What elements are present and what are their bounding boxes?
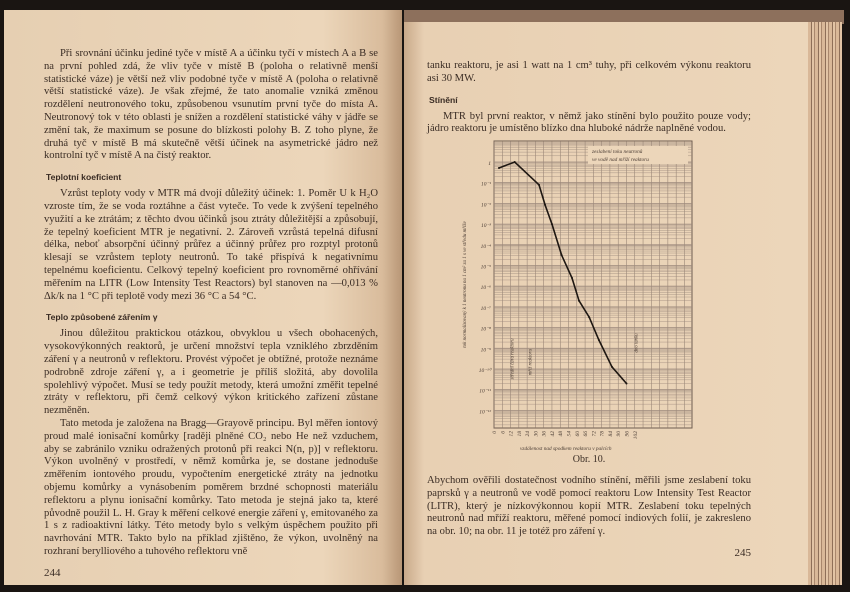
chart-title-line: ve vodě nad mříží reaktoru <box>592 157 649 164</box>
y-tick-label: 10⁻¹⁰ <box>478 368 491 375</box>
data-point <box>561 254 563 256</box>
neutron-flux-chart <box>460 136 710 454</box>
paragraph: Tato metoda je založena na Bragg—Grayově principu. Byl měřen iontový proud malé ionisační komůrky [raději plněné CO₂ nebo He než vzduchem, aby se zabránilo vzniku odražených protonů při reakci N(n, p)] v reflektoru. Výkon uvolněný v prostředí, v němž komůrka je, se dostane jednoduše změřením iontového proudu, vypočtením energetické ztráty na jednotku objemu komůrky a vynásobením poměrem brzdné schopnosti materiálu reflektoru a plynu ionisační komůrky. Tato metoda je stejná jako ta, které původně použil L. H. Gray k měření celkové energie záření γ, emitovaného za 1 s z radioaktivní látky. Této metody bylo s velkým úspěchem použito při navrhování MTR. Takto bylo na příklad zjištěno, že výkon, uvolněný na rozhraní berylliového a tuhového reflektoru vně <box>44 417 378 557</box>
paragraph: Při srovnání účinku jediné tyče v místě A a účinku tyčí v místech A a B se na první pohled zdá, že vliv tyče v místě B (poloha o relativně menší statistické váze) je větší než vliv podobné tyče v místě A (poloha o relativně větší statistické váze). Je však zřejmé, že tato anomalie vzniká změnou rozdělení neutronového toku, způsobenou vsunutím první tyče do místa A. Neutronový tok v této oblasti je snížen a rozdělení statistické váhy v jádře se změní tak, že maximum se posune do blízkosti polohy B. Z toho plyne, že druhá tyč v místě B má skutečně větší účinek na asymetrické jádro než kontrolní tyč v místě A na čistý reaktor. <box>44 48 378 162</box>
y-axis-label: tok normalizovaný k 1 neutronu na 1 cm² za 1 s ve středu mříže <box>463 221 468 348</box>
data-point <box>544 204 546 206</box>
y-tick-label: 10⁻⁷ <box>480 306 491 313</box>
x-tick-label: 30 <box>533 431 540 437</box>
y-tick-label: 10⁻⁵ <box>480 264 491 271</box>
page-number: 245 <box>734 546 751 559</box>
data-point <box>625 383 627 385</box>
left-page-text <box>44 48 378 579</box>
x-axis-label: vzdálenost nad spodkem reaktoru v palcích <box>520 446 612 453</box>
data-point <box>551 223 553 225</box>
data-point <box>498 167 500 169</box>
y-tick-label: 10⁻¹ <box>480 181 491 188</box>
y-tick-label: 10⁻¹¹ <box>479 388 491 395</box>
x-tick-label: 42 <box>549 431 556 437</box>
x-tick-label: 48 <box>558 431 565 437</box>
x-tick-label: 72 <box>591 431 598 437</box>
x-tick-label: 66 <box>583 431 590 437</box>
x-tick-label: 54 <box>566 431 573 437</box>
x-tick-label: 36 <box>541 431 548 437</box>
paragraph: tanku reaktoru, je asi 1 watt na 1 cm³ tuhy, při celkovém výkonu reaktoru asi 30 MW. <box>427 60 751 84</box>
x-tick-label: 84 <box>607 431 614 437</box>
annotation: dno tanku <box>634 333 640 353</box>
y-tick-label: 10⁻⁸ <box>480 326 491 333</box>
x-tick-label: 90 <box>616 431 623 437</box>
y-tick-label: 10⁻⁴ <box>480 243 491 250</box>
page-number: 244 <box>44 566 61 579</box>
data-point <box>578 300 580 302</box>
x-tick-label: 96 <box>624 431 631 437</box>
data-point <box>514 161 516 163</box>
data-point <box>611 366 613 368</box>
paragraph: Jinou důležitou praktickou otázkou, obvyklou u všech obohacených, vysokovýkonných reaktorů, je určení množství tepla vzniklého zbrzděním záření γ a neutronů v reflektoru. Provést výpočet je obtížné, protože neznáme podrobně zdroje záření γ, a i geometrie je příliš složitá, aby dovolila spolehlivý výpočet. Musí se tedy použít metody, která umožní změřit tepelné ztráty v reflektoru, při čemž celkový výkon kritického zařízení zůstane nezměněn. <box>44 328 378 417</box>
chart-title-line: zeslabení toku neutronů <box>592 149 643 156</box>
data-point <box>571 277 573 279</box>
x-tick-label: 12 <box>508 431 515 437</box>
paragraph: MTR byl první reaktor, v němž jako stínění bylo použito pouze vody; jádro reaktoru je umístěno blízko dna hluboké nádrže naplněné vodou. <box>427 110 751 135</box>
x-tick-label: 18 <box>516 431 523 437</box>
plot-frame <box>494 141 692 428</box>
y-tick-label: 10⁻⁶ <box>480 285 491 292</box>
data-point <box>588 316 590 318</box>
right-page-text <box>427 60 751 560</box>
x-tick-label: 78 <box>599 431 606 437</box>
figure-caption: Obr. 10. <box>572 454 606 466</box>
annotation: střední čára reaktoru <box>510 338 516 380</box>
x-tick-label: 60 <box>574 431 581 437</box>
y-tick-label: 10⁻² <box>480 202 491 209</box>
paragraph: Abychom ověřili dostatečnost vodního stínění, měřili jsme zeslabení toku paprsků γ a neutronů ve vodě pomocí reaktoru Low Intensity Test Reactor (LITR), který je nízkovýkonnou kopií MTR. Zeslabení toku tepelných neutronů nad mříží reaktoru, měřené pomocí indiových folií, je zakresleno na obr. 10; na obr. 11 je totéž pro záření γ. <box>427 474 751 538</box>
data-point <box>538 184 540 186</box>
section-heading: Stínění <box>429 94 458 105</box>
x-tick-label: 6 <box>500 431 507 434</box>
y-tick-label: 1 <box>488 161 491 168</box>
annotation: mříž reaktoru <box>528 349 534 376</box>
y-tick-label: 10⁻¹² <box>479 409 491 416</box>
x-tick-label: 0 <box>492 431 498 434</box>
x-tick-label: 102 <box>632 431 639 440</box>
page-edges <box>808 22 842 585</box>
section-heading: Teplotní koeficient <box>46 172 122 183</box>
data-point <box>598 339 600 341</box>
x-tick-label: 24 <box>525 431 532 437</box>
y-tick-label: 10⁻³ <box>480 223 491 230</box>
y-tick-label: 10⁻⁹ <box>480 347 491 354</box>
section-heading: Teplo způsobené zářením γ <box>46 312 158 323</box>
paragraph: Vzrůst teploty vody v MTR má dvojí důležitý účinek: 1. Poměr U k H₂O vzroste tím, že se voda roztáhne a část vyteče. To vede k zvýšení tepelného využití a ke ztrátám; z těchto dvou účinků jsou ztráty důležitější a způsobují, že tepelný koeficient MTR je negativní. 2. Zároveň vzrůstá tepelná difusní délka, neboť absorpční účinný průřez a účinný průřez pro rozptyl protonů klesají se vzrůstem teploty neutronů. To také přispívá k negativnímu tepelnému koeficientu. Celkový tepelný koeficient pro rovnoměrné ohřívání měřením na LITR (Low Intensity Test Reactors) byl stanoven na —0,013 % Δk/k na 1 °C při teplotě vody mezi 36 °C a 54 °C. <box>44 188 378 302</box>
